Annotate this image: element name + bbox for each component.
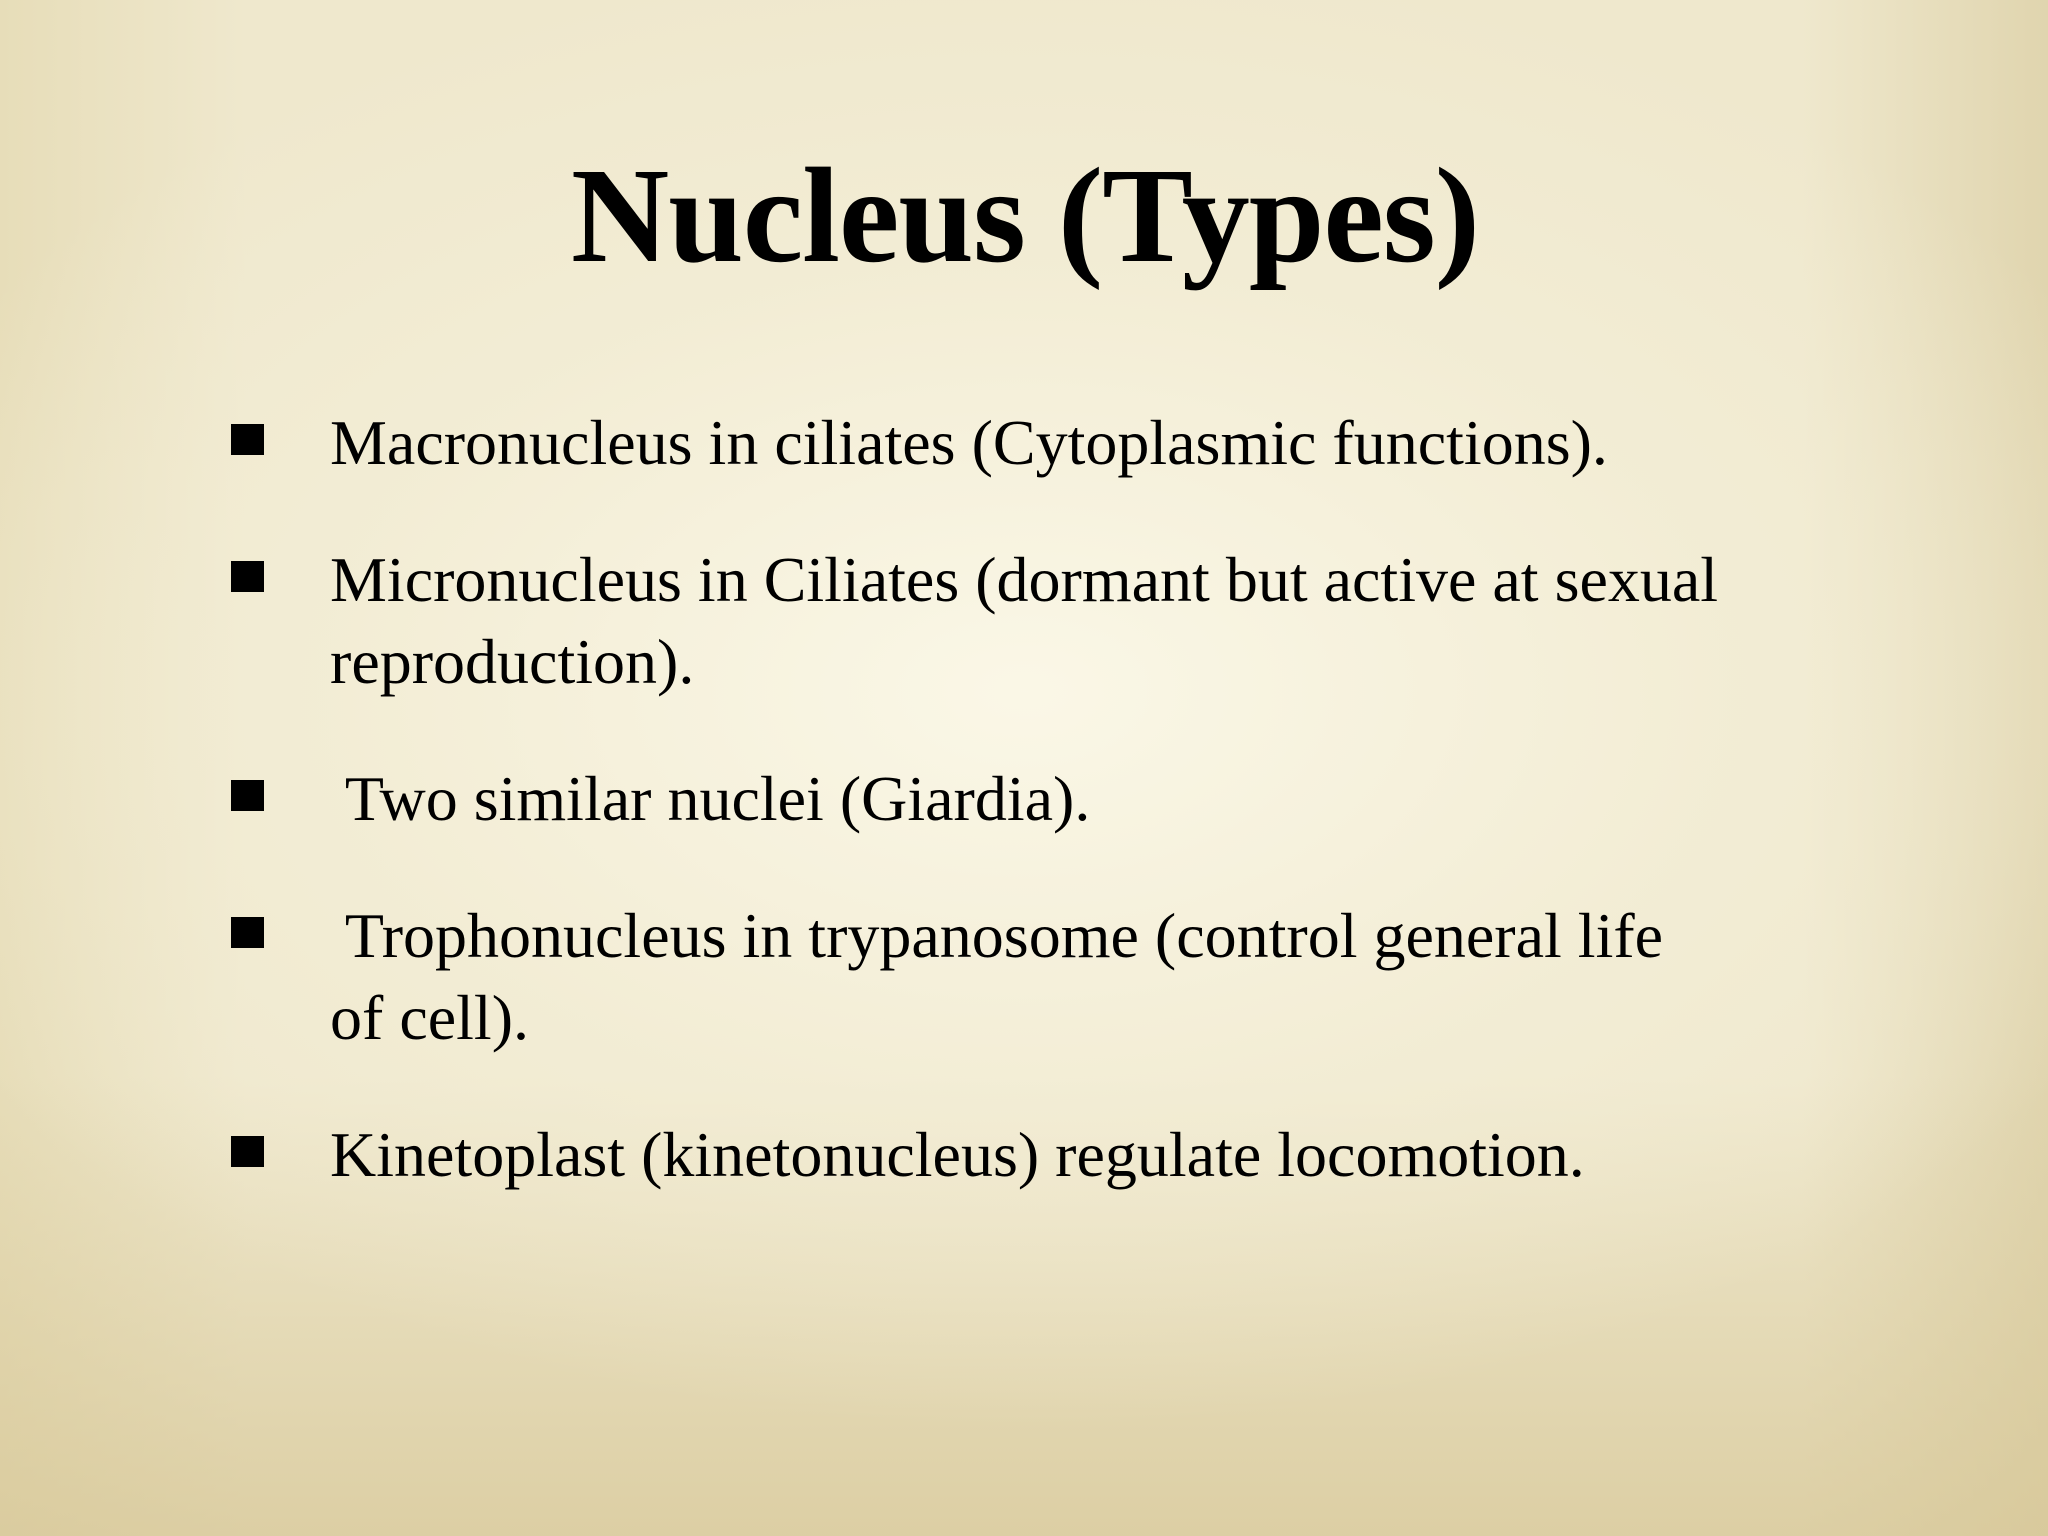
bullet-list [228, 402, 1828, 1251]
slide-title [0, 141, 2048, 291]
square-bullet-icon [231, 424, 264, 455]
square-bullet-icon [231, 780, 264, 811]
square-bullet-icon [231, 561, 264, 592]
bullet-text: Micronucleus in Ciliates (dormant but active at sexual [330, 544, 1719, 615]
bullet-text: Two similar nuclei (Giardia). [330, 763, 1091, 834]
bullet-text: Macronucleus in ciliates (Cytoplasmic functions). [330, 407, 1608, 478]
bullet-item-trophonucleus [228, 895, 1828, 1059]
bullet-text: Kinetoplast (kinetonucleus) regulate locomotion. [330, 1119, 1585, 1190]
bullet-item-two-similar-nuclei [228, 758, 1828, 840]
bullet-text-continued: reproduction). [330, 626, 695, 697]
bullet-item-kinetoplast [228, 1114, 1828, 1196]
square-bullet-icon [231, 917, 264, 948]
bullet-item-micronucleus [228, 539, 1828, 703]
square-bullet-icon [231, 1136, 264, 1167]
slide-title-text: Nucleus (Types) [570, 141, 1480, 291]
bullet-item-macronucleus [228, 402, 1828, 484]
bullet-text: Trophonucleus in trypanosome (control general life [330, 900, 1664, 971]
bullet-text-continued: of cell). [330, 982, 529, 1053]
